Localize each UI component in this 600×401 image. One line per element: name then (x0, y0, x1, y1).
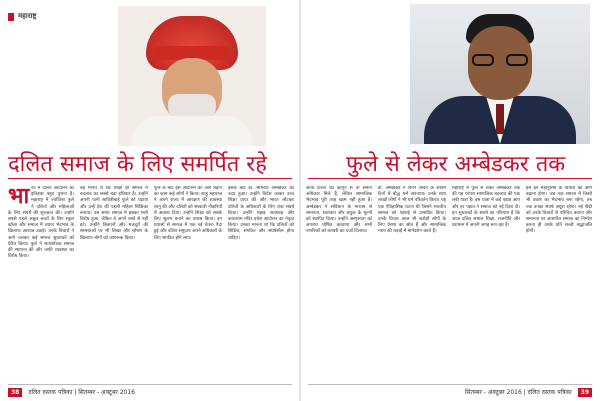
portrait-photo-left (118, 6, 266, 146)
drop-cap: भा (8, 186, 30, 209)
text-column-3: फुले के बाद इस आंदोलन को आगे बढ़ाने का काम कई लोगों ने किया। शाहू महाराज ने अपने राज्य में आरक्षण की व्यवस्था लागू की और दलितों को सरकारी नौकरियों में अवसर दिया। उन्होंने शिक्षा को सबके लिए सुलभ बनाने का प्रयास किया। इन प्रयासों से समाज में एक नई चेतना पैदा हुई और दलित समुदाय अपने अधिकारों के लिए संगठित होने लगा। (154, 186, 222, 241)
portrait-photo-right (410, 4, 590, 144)
headline-left: दलित समाज के लिए समर्पित रहे (8, 152, 267, 177)
headline-rule-right (308, 178, 592, 179)
footer-right (465, 386, 592, 398)
column-text: रत में दलित आंदोलन का इतिहास बहुत पुराना है। महाराष्ट्र में ज्योतिबा फुले ने दलितों और महिलाओं के लिए संघर्ष की शुरुआत की। उन्होंने सबसे पहले अछूत बच्चों के लिए स्कूल खोला और समाज में व्याप्त भेदभाव के खिलाफ आवाज उठाई। उनके विचारों ने आगे चलकर कई समाज सुधारकों को प्रेरित किया। फुले ने सत्यशोधक समाज की स्थापना की और जाति व्यवस्था का विरोध किया। (8, 186, 74, 260)
footer-rule-right (308, 384, 592, 385)
tie-shape (496, 104, 504, 134)
text-column-6: डॉ. अम्बेडकर ने अपने जीवन के अंतिम दिनों में बौद्ध धर्म अपनाया। उनके साथ लाखों लोगों ने भी धर्म परिवर्तन किया। यह एक ऐतिहासिक घटना थी जिसने भारतीय समाज को गहराई से प्रभावित किया। उनके विचार आज भी करोड़ों लोगों के लिए प्रेरणा का स्रोत हैं और सामाजिक न्याय की लड़ाई में मार्गदर्शन करते हैं। (378, 186, 446, 235)
headline-rule-left (8, 178, 292, 179)
text-column-2: वह मानते थे कि शिक्षा ही समाज में बदलाव का सबसे बड़ा हथियार है। उन्होंने अपनी पत्नी सावित्रीबाई फुले को पढ़ाया और उन्हें देश की पहली महिला शिक्षिका बनाया। उस समय समाज में इसका भारी विरोध हुआ, लेकिन वे अपने रास्ते से नहीं हटे। उन्होंने किसानों और मजदूरों की समस्याओं पर भी लिखा और शोषण के खिलाफ लोगों को जागरूक किया। (80, 186, 148, 241)
section-tag (8, 12, 36, 21)
footer-text-right: सितम्बर - अक्टूबर 2016 | दलित दस्तक पत्रिका (465, 389, 572, 396)
text-column-4: इसके बाद डॉ. भीमराव अम्बेडकर का उदय हुआ। उन्होंने विदेश जाकर उच्च शिक्षा प्राप्त की और भारत लौटकर दलितों के अधिकारों के लिए लंबा संघर्ष किया। उन्होंने महाड़ सत्याग्रह और कालाराम मंदिर प्रवेश आंदोलन का नेतृत्व किया। उनका मानना था कि दलितों को शिक्षित, संगठित और संघर्षशील होना चाहिए। (228, 186, 294, 241)
robe-shape (130, 116, 254, 146)
section-marker-icon (8, 13, 14, 21)
page-gutter (299, 0, 301, 401)
page-number-right: 39 (578, 388, 592, 397)
footer-left (8, 386, 135, 398)
glasses-icon (472, 54, 528, 66)
page-number-left: 38 (8, 388, 22, 397)
headline-right: फुले से लेकर अम्बेडकर तक (346, 152, 566, 177)
text-column-1 (8, 186, 74, 382)
footer-text-left: दलित दस्तक पत्रिका | सितम्बर - अक्टूबर 2016 (28, 389, 135, 396)
text-column-8: हमें इन महापुरुषों के विचारों को आगे बढ़ाना होगा। जब तक समाज में किसी भी प्रकार का भेदभाव बना रहेगा, तब तक उनका संघर्ष अधूरा रहेगा। नई पीढ़ी को उनके विचारों से परिचित कराना और समानता पर आधारित समाज का निर्माण करना ही उनके प्रति सच्ची श्रद्धांजलि होगी। (526, 186, 592, 235)
text-column-7: महाराष्ट्र में फुले से लेकर अम्बेडकर तक की यह परंपरा सामाजिक बदलाव की एक लंबी यात्रा है। इस यात्रा में कई पड़ाव आए और हर पड़ाव ने समाज को नई दिशा दी। इन सुधारकों के संघर्ष का परिणाम है कि आज दलित समाज शिक्षा, राजनीति और प्रशासन में अपनी जगह बना रहा है। (452, 186, 520, 229)
footer-rule-left (8, 384, 292, 385)
text-column-5: आज दलित को कानून से तो समान अधिकार मिले हैं, लेकिन सामाजिक भेदभाव पूरी तरह खत्म नहीं हुआ है। अम्बेडकर ने संविधान के माध्यम से समानता, स्वतंत्रता और बंधुत्व के मूल्यों को स्थापित किया। उन्होंने अस्पृश्यता को अपराध घोषित करवाया और सभी नागरिकों को बराबरी का दर्जा दिलाया। (306, 186, 372, 235)
section-tag-label: महाराष्ट्र (18, 12, 37, 20)
